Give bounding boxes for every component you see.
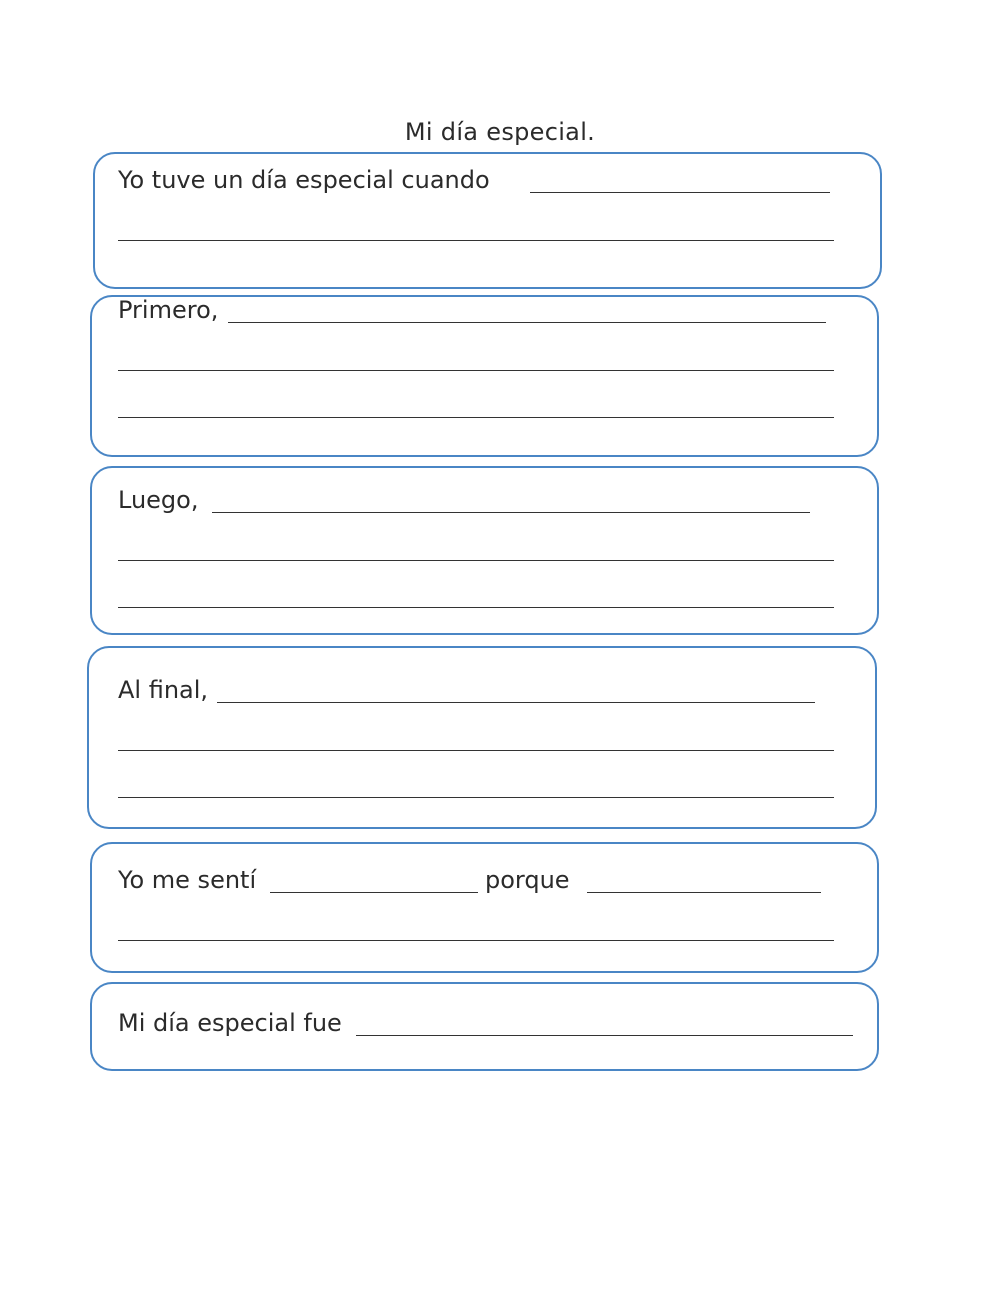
answer-line-finally-1[interactable] (217, 702, 815, 703)
prompt-finally: Al final, (118, 676, 209, 704)
prompt-because: porque (485, 866, 570, 894)
answer-line-first-3[interactable] (118, 417, 834, 418)
answer-line-special-day-1[interactable] (530, 192, 830, 193)
answer-line-because-2[interactable] (118, 940, 834, 941)
prompt-conclusion: Mi día especial fue (118, 1009, 342, 1037)
answer-line-finally-3[interactable] (118, 797, 834, 798)
answer-line-first-1[interactable] (228, 322, 826, 323)
section-box-then (90, 466, 879, 635)
prompt-first: Primero, (118, 296, 219, 324)
prompt-special-day: Yo tuve un día especial cuando (118, 166, 490, 194)
prompt-feeling: Yo me sentí (118, 866, 257, 894)
answer-line-first-2[interactable] (118, 370, 834, 371)
answer-line-because-1[interactable] (587, 892, 821, 893)
answer-line-conclusion[interactable] (356, 1035, 853, 1036)
worksheet-title: Mi día especial. (404, 118, 596, 146)
answer-line-then-3[interactable] (118, 607, 834, 608)
answer-line-feeling[interactable] (270, 892, 478, 893)
answer-line-then-1[interactable] (212, 512, 810, 513)
answer-line-special-day-2[interactable] (118, 240, 834, 241)
prompt-then: Luego, (118, 486, 199, 514)
section-box-feeling (90, 842, 879, 973)
answer-line-then-2[interactable] (118, 560, 834, 561)
answer-line-finally-2[interactable] (118, 750, 834, 751)
section-box-finally (87, 646, 877, 829)
